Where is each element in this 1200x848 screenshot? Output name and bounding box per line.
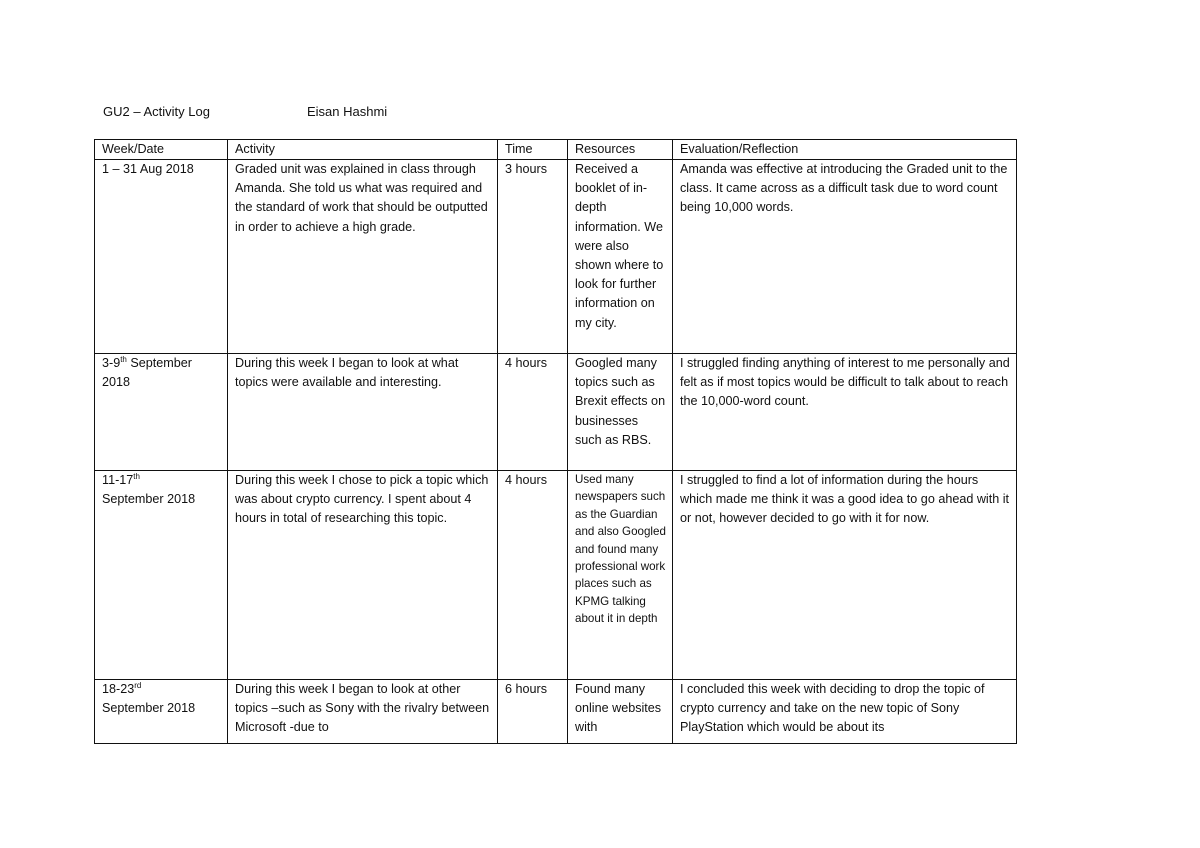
document-title: GU2 – Activity Log xyxy=(103,104,210,119)
week-date-month: September 2018 xyxy=(102,492,196,507)
evaluation-cell: I struggled to find a lot of information during the hours which made me think it was a good idea to go ahead with it or not, however decided to go with it for now. xyxy=(673,471,1017,680)
author-name: Eisan Hashmi xyxy=(307,104,388,119)
evaluation-cell: I concluded this week with deciding to drop the topic of crypto currency and take on the new topic of Sony PlayStation which would be about its xyxy=(673,680,1017,744)
week-date-text: 11-17 xyxy=(102,473,134,487)
header-evaluation-reflection: Evaluation/Reflection xyxy=(673,140,1017,160)
activity-cell: Graded unit was explained in class through Amanda. She told us what was required and the standard of work that should be outputted in order to achieve a high grade. xyxy=(228,160,498,354)
week-date-cell xyxy=(95,680,228,744)
activity-cell: During this week I chose to pick a topic which was about crypto currency. I spent about 4 hours in total of researching this topic. xyxy=(228,471,498,680)
evaluation-cell: Amanda was effective at introducing the Graded unit to the class. It came across as a difficult task due to word count being 10,000 words. xyxy=(673,160,1017,354)
activity-cell: During this week I began to look at what topics were available and interesting. xyxy=(228,354,498,471)
week-date-cell xyxy=(95,160,228,354)
week-date-ordinal: rd xyxy=(134,680,142,690)
resources-cell: Received a booklet of in-depth information. We were also shown where to look for further information on my city. xyxy=(568,160,673,354)
table-header-row xyxy=(95,140,1017,160)
table-row xyxy=(95,680,1017,744)
evaluation-cell: I struggled finding anything of interest to me personally and felt as if most topics would be difficult to talk about to reach the 10,000-word count. xyxy=(673,354,1017,471)
week-date-ordinal: th xyxy=(120,354,127,364)
resources-cell: Used many newspapers such as the Guardian and also Googled and found many professional work places such as KPMG talking about it in depth xyxy=(568,471,673,680)
activity-cell: During this week I began to look at other topics –such as Sony with the rivalry between Microsoft -due to xyxy=(228,680,498,744)
time-cell: 4 hours xyxy=(498,354,568,471)
week-date-text: 1 – 31 Aug 2018 xyxy=(102,162,194,176)
resources-cell: Found many online websites with xyxy=(568,680,673,744)
week-date-ordinal: th xyxy=(133,471,140,481)
week-date-cell xyxy=(95,354,228,471)
table-row xyxy=(95,471,1017,680)
time-cell: 3 hours xyxy=(498,160,568,354)
week-date-text: 18-23 xyxy=(102,682,135,696)
week-date-month: September 2018 xyxy=(102,356,192,390)
time-cell: 6 hours xyxy=(498,680,568,744)
header-activity: Activity xyxy=(228,140,498,160)
resources-cell: Googled many topics such as Brexit effects on businesses such as RBS. xyxy=(568,354,673,471)
week-date-month: September 2018 xyxy=(102,701,196,716)
header-resources: Resources xyxy=(568,140,673,160)
week-date-text: 3-9 xyxy=(102,356,121,370)
header-time: Time xyxy=(498,140,568,160)
time-cell: 4 hours xyxy=(498,471,568,680)
header-week-date: Week/Date xyxy=(95,140,228,160)
table-row xyxy=(95,160,1017,354)
activity-log-table xyxy=(94,139,1017,744)
table-row xyxy=(95,354,1017,471)
week-date-cell xyxy=(95,471,228,680)
